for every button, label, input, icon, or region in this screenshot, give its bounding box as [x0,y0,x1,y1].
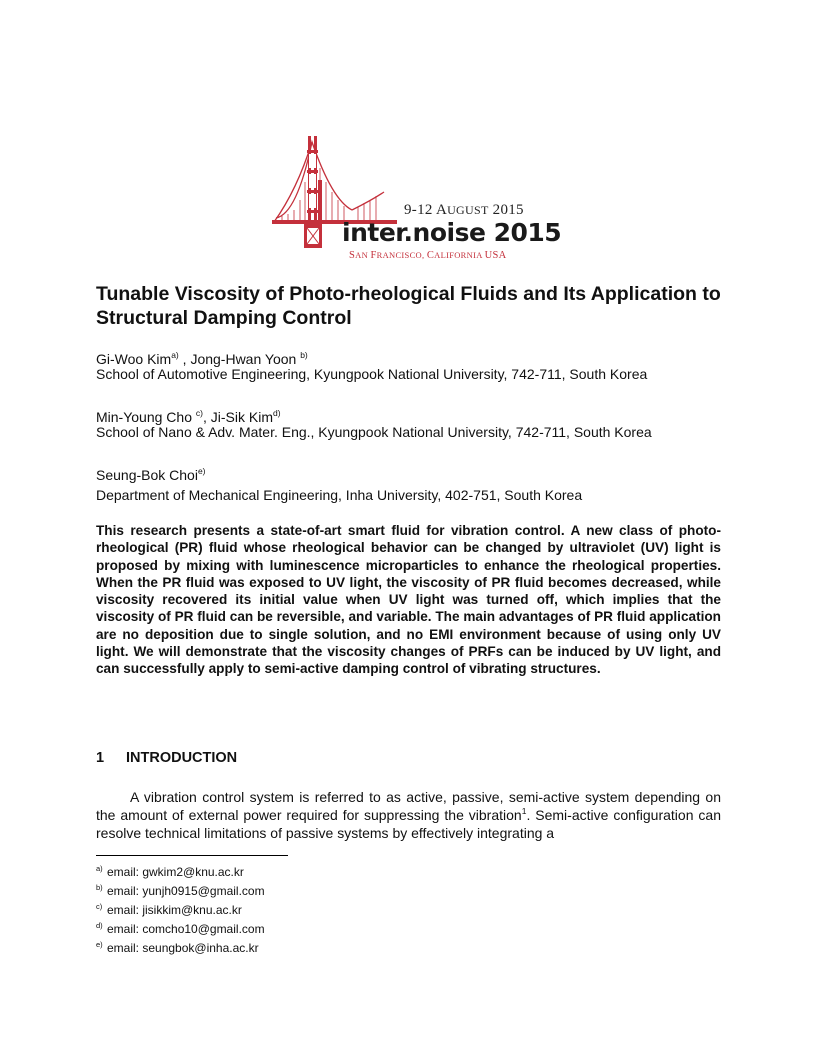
author-mark: e) [197,466,206,476]
conference-date: 9-12 AUGUST 2015 [404,202,524,218]
author-name: Ji-Sik Kim [210,409,273,425]
footnotes [96,861,265,956]
section-number: 1 [96,750,105,766]
affiliation-2: School of Nano & Adv. Mater. Eng., Kyungpook National University, 742-711, South Korea [96,424,652,440]
abstract: This research presents a state-of-art smart fluid for vibration control. A new class of photo-rheological (PR) fluid whose rheological behavior can be changed by ultraviolet (UV) light is proposed by mixing with luminescence microparticles to enhance the rheological properties. When the PR fluid was exposed to UV light, the viscosity of PR fluid becomes decreased, while viscosity recovered its initial value when UV light was turned off, which implies that the viscosity of PR fluid can be reversible, and variable. The main advantages of PR fluid application are no deposition due to single solution, and no EMI environment because of using only UV light. We will demonstrate that the viscosity changes of PRFs can be induced by UV light, and can successfully apply to semi-active damping control of vibrating structures. [96,523,721,677]
citation-ref: 1 [521,806,527,816]
author-line-1: Gi-Woo Kim$^{a)}$ , Jong-Hwan Yoon $^{b)}$ [96,350,308,367]
conference-logo [272,130,562,270]
footnote-item: $^{a)}$ email: gwkim2@knu.ac.kr [96,864,244,879]
footnote-item: $^{d)}$ email: comcho10@gmail.com [96,921,265,936]
section-title: INTRODUCTION [126,750,238,766]
author-name: Min-Young Cho [96,409,196,425]
intro-paragraph: A vibration control system is referred to as active, passive, semi-active system depending on the amount of external power required for suppressing the vibration$^1$. Semi-active configuration can resolve technical limitations of passive systems by effectively integrating a [96,789,721,841]
author-mark: c) [195,408,203,418]
affiliation-3: Department of Mechanical Engineering, Inha University, 402-751, South Korea [96,487,583,503]
author-mark: a) [171,350,179,360]
footnote-item: $^{e)}$ email: seungbok@inha.ac.kr [96,940,259,955]
affiliation-1: School of Automotive Engineering, Kyungpook National University, 742-711, South Korea [96,366,648,382]
paper-title: Tunable Viscosity of Photo-rheological Fluids and Its Application to Structural Damping Control [96,283,721,329]
footnote-item: $^{c)}$ email: jisikkim@knu.ac.kr [96,902,242,917]
section-heading [96,750,237,766]
conference-location: SAN FRANCISCO, CALIFORNIA USA [349,250,507,261]
conference-name: inter.noise 2015 [342,218,562,247]
author-name: Seung-Bok Choi [96,467,198,483]
author-mark: d) [273,408,281,418]
author-name: Gi-Woo Kim [96,351,172,367]
author-line-2: Min-Young Cho $^{c)}$, Ji-Sik Kim$^{d)}$ [96,408,281,425]
author-mark: b) [300,350,308,360]
footnote-divider [96,855,288,856]
author-name: Jong-Hwan Yoon [190,351,301,367]
footnote-item: $^{b)}$ email: yunjh0915@gmail.com [96,883,265,898]
author-line-3 [96,463,206,484]
